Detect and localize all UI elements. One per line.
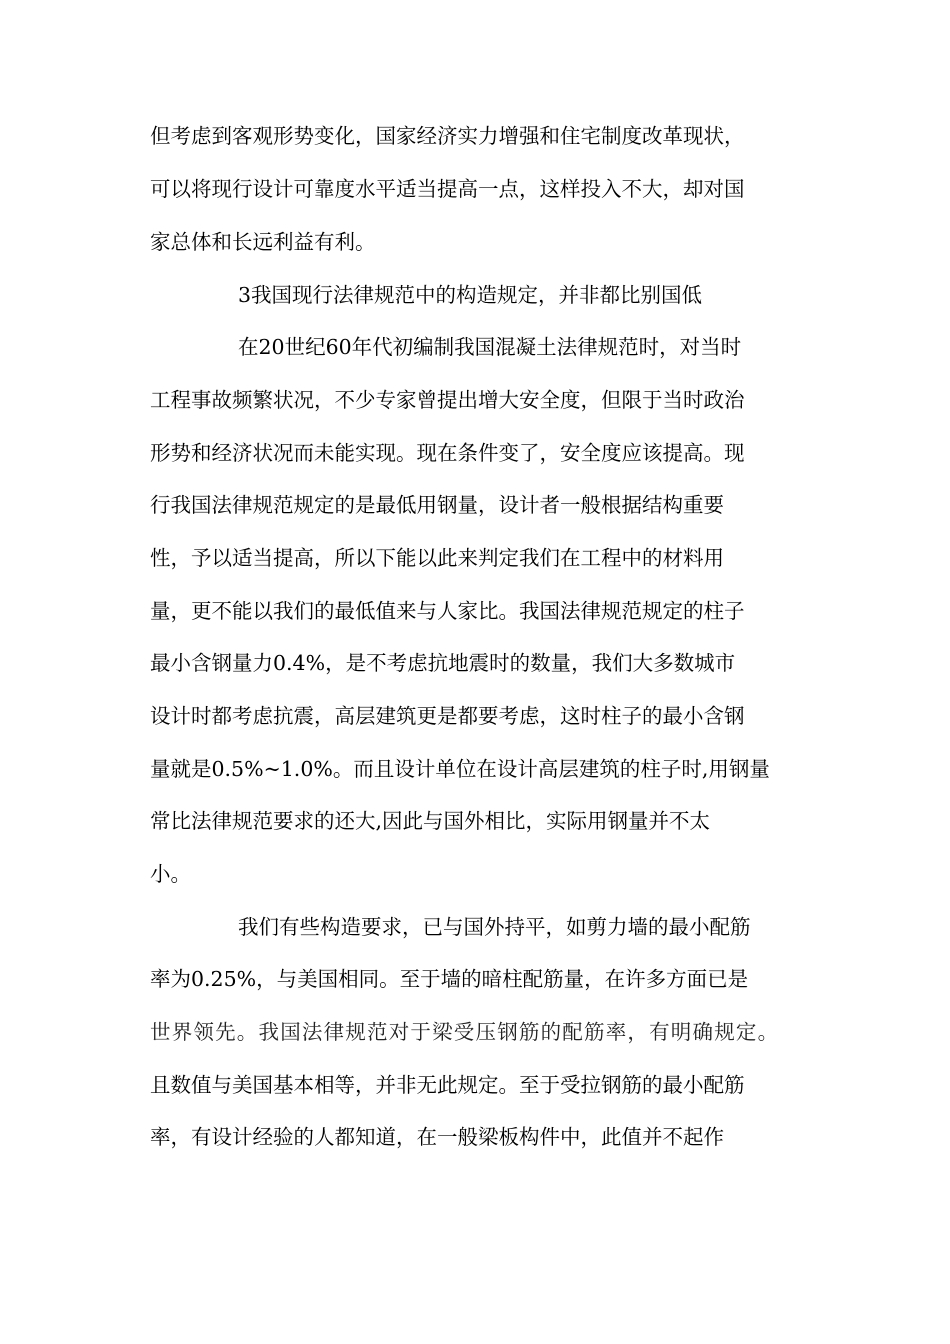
paragraph-line: 但考虑到客观形势变化，国家经济实力增强和住宅制度改革现状， [150, 124, 745, 148]
paragraph-line: 小。 [150, 862, 191, 886]
paragraph-line: 率，有设计经验的人都知道，在一般梁板构件中，此值并不起作 [150, 1125, 724, 1149]
paragraph-line: 行我国法律规范规定的是最低用钢量，设计者一般根据结构重要 [150, 493, 724, 517]
paragraph-line: 设计时都考虑抗震，高层建筑更是都要考虑，这时柱子的最小含钢 [150, 704, 745, 728]
paragraph-line: 家总体和长远利益有利。 [150, 230, 376, 254]
paragraph-line: 世界领先。我国法律规范对于梁受压钢筋的配筋率，有明确规定。 [150, 1020, 780, 1044]
paragraph-line: 性，予以适当提高，所以下能以此来判定我们在工程中的材料用 [150, 546, 724, 570]
paragraph-line: 量就是0.5%~1.0%。而且设计单位在设计高层建筑的柱子时,用钢量 [150, 757, 770, 781]
paragraph-line: 可以将现行设计可靠度水平适当提高一点，这样投入不大，却对国 [150, 177, 745, 201]
section-heading: 3我国现行法律规范中的构造规定，并非都比别国低 [238, 283, 703, 307]
paragraph-line: 工程事故频繁状况，不少专家曾提出增大安全度，但限于当时政治 [150, 388, 745, 412]
paragraph-line: 量，更不能以我们的最低值来与人家比。我国法律规范规定的柱子 [150, 599, 745, 623]
paragraph-line: 且数值与美国基本相等，并非无此规定。至于受拉钢筋的最小配筋 [150, 1073, 745, 1097]
paragraph-line: 形势和经济状况而未能实现。现在条件变了，安全度应该提高。现 [150, 441, 745, 465]
paragraph-line: 最小含钢量力0.4%，是不考虑抗地震时的数量，我们大多数城市 [150, 651, 736, 675]
paragraph-line: 率为0.25%，与美国相同。至于墙的暗柱配筋量，在许多方面已是 [150, 967, 749, 991]
paragraph-line: 我们有些构造要求，已与国外持平，如剪力墙的最小配筋 [238, 915, 751, 939]
paragraph-line: 常比法律规范要求的还大,因此与国外相比，实际用钢量并不太 [150, 809, 711, 833]
paragraph-line: 在20世纪60年代初编制我国混凝土法律规范时，对当时 [238, 335, 742, 359]
